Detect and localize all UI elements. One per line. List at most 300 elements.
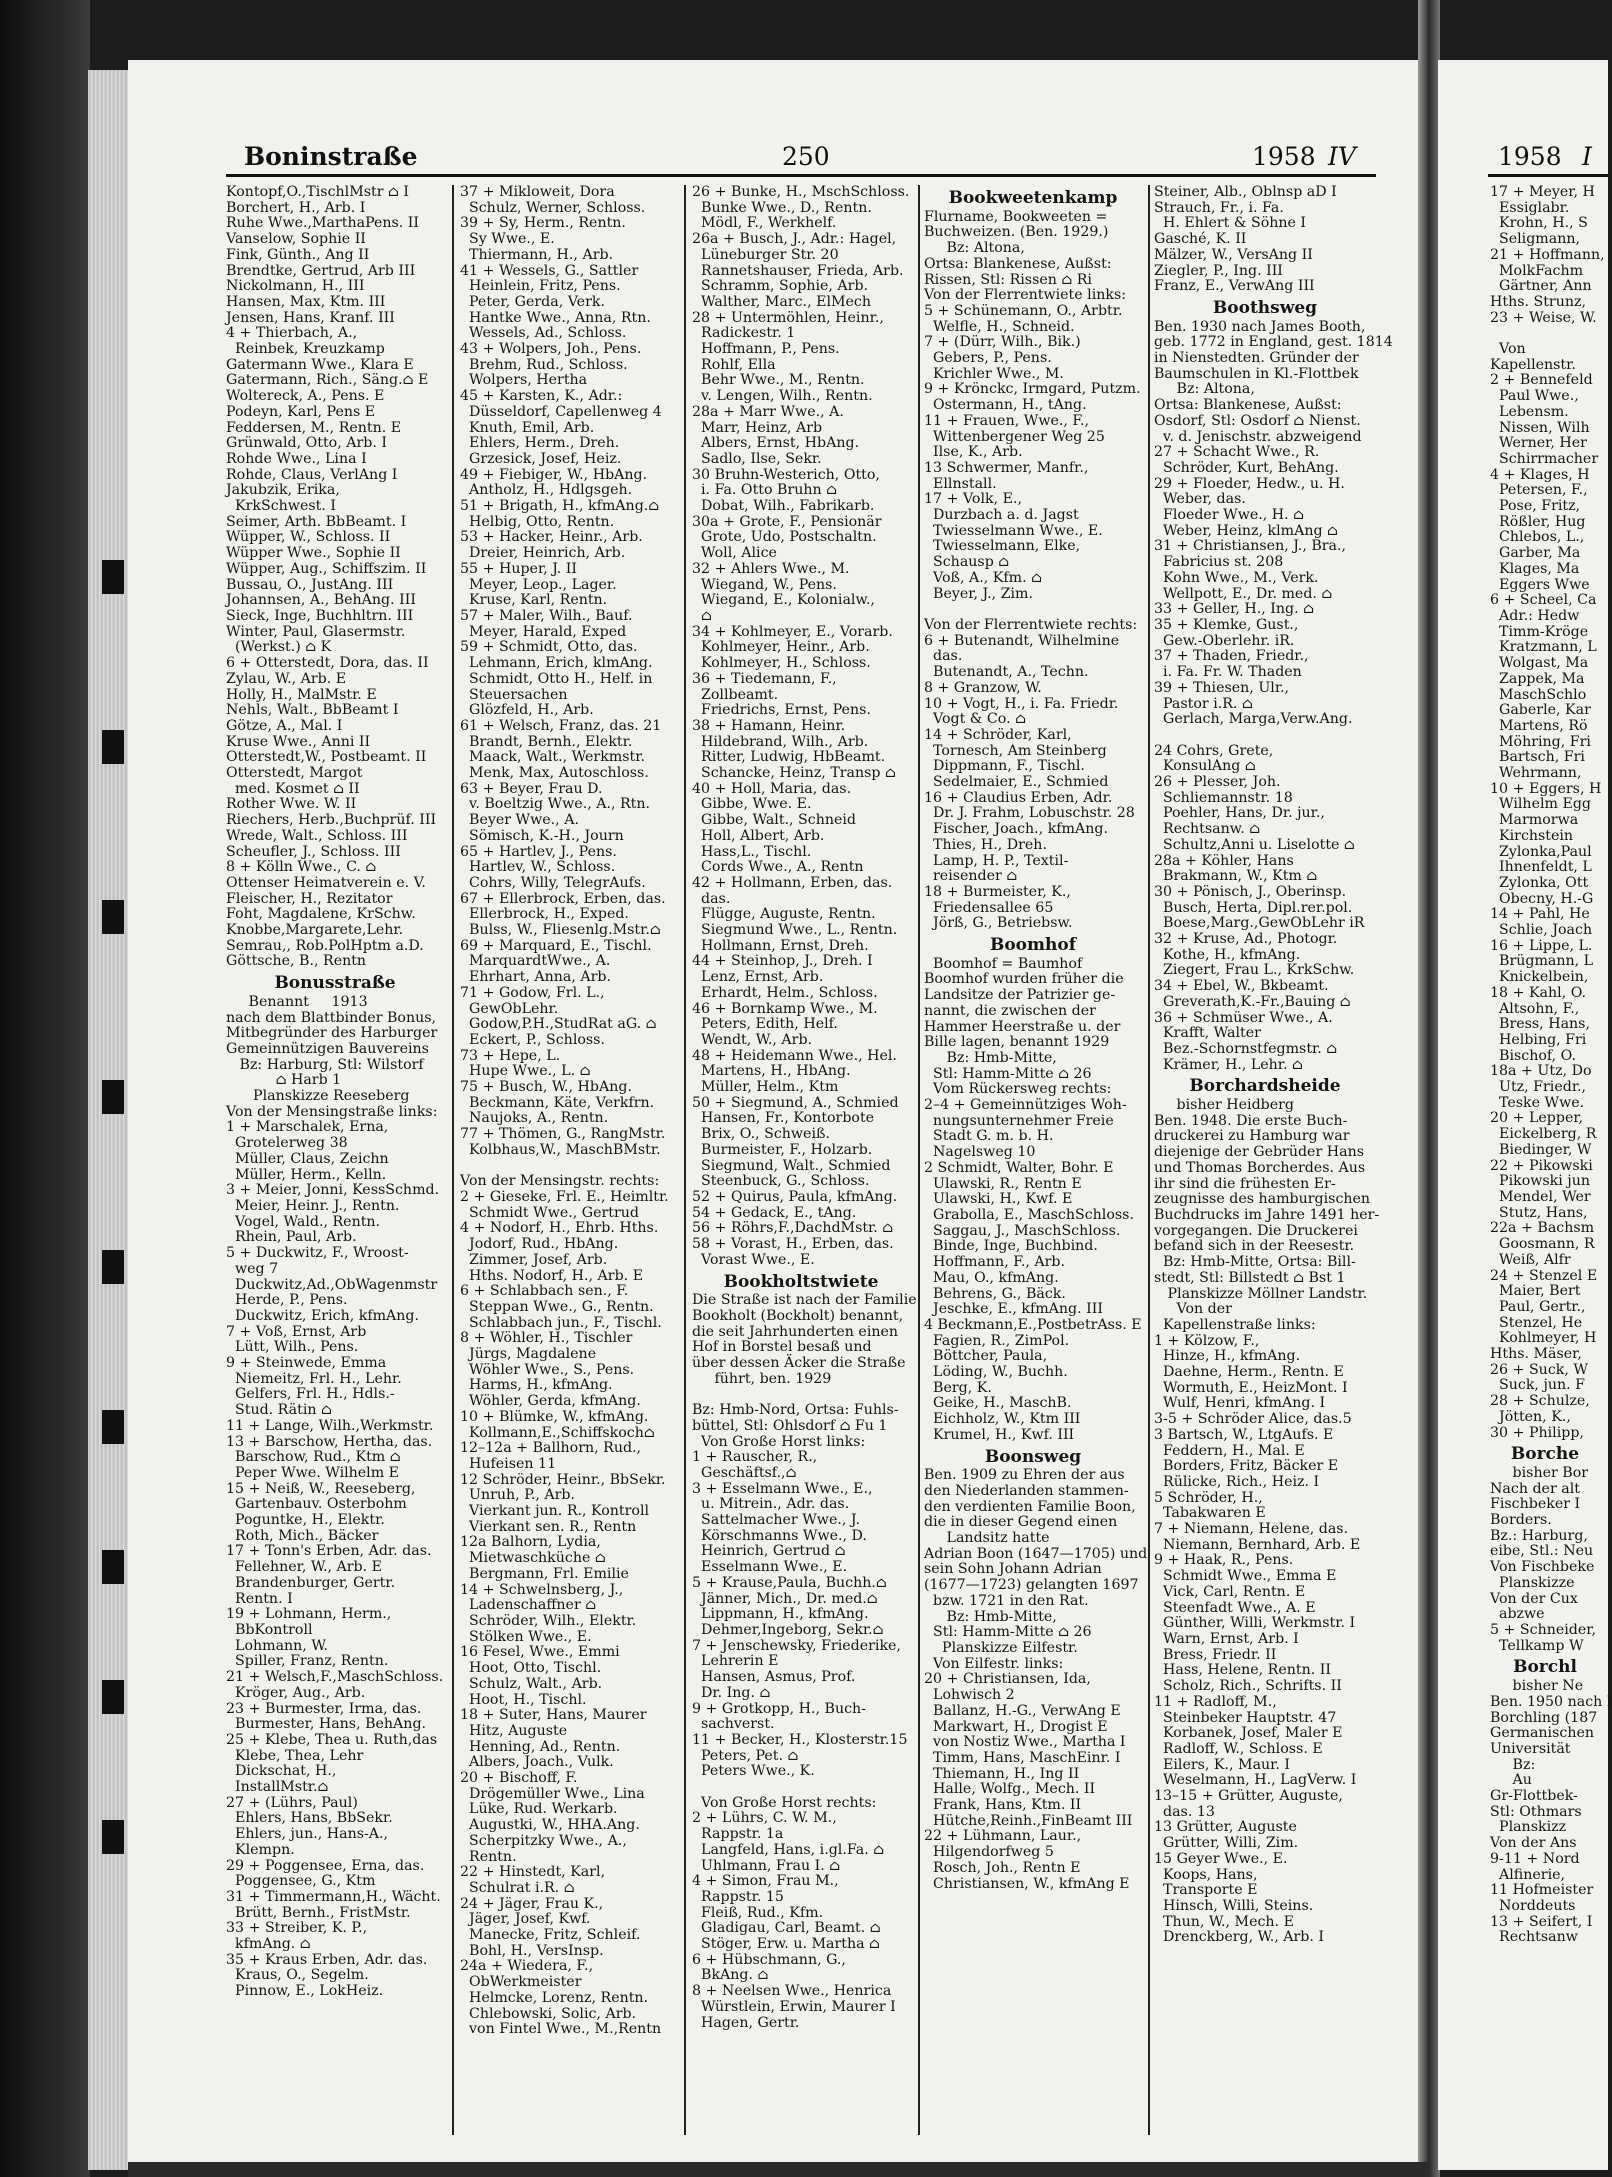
- directory-line: 56 + Röhrs,F.,DachdMstr. ⌂: [692, 1220, 894, 1237]
- directory-line: Jeschke, E., kfmAng. III: [924, 1301, 1103, 1318]
- directory-line: 30 Bruhn-Westerich, Otto,: [692, 466, 880, 483]
- directory-line: Borchert, H., Arb. I: [226, 199, 366, 216]
- directory-line: 10 + Eggers, H: [1490, 780, 1602, 797]
- directory-line: 13 + Barschow, Hertha, das.: [226, 1433, 433, 1450]
- directory-line: Esselmann Wwe., E.: [692, 1559, 848, 1576]
- directory-line: 29 + Poggensee, Erna, das.: [226, 1857, 425, 1874]
- directory-line: 10 + Blümke, W., kfmAng.: [460, 1408, 649, 1425]
- directory-line: Albers, Ernst, HbAng.: [692, 435, 860, 452]
- directory-line: v. Boeltzig Wwe., A., Rtn.: [460, 796, 651, 813]
- directory-line: Wolgast, Ma: [1490, 655, 1589, 672]
- directory-line: 46 + Bornkamp Wwe., M.: [692, 1000, 878, 1017]
- directory-line: Ulawski, R., Rentn E: [924, 1175, 1082, 1192]
- directory-line: Ben. 1950 nach I: [1490, 1693, 1612, 1710]
- directory-line: Würstlein, Erwin, Maurer I: [692, 1998, 896, 2015]
- directory-line: Rosch, Joh., Rentn E: [924, 1859, 1081, 1876]
- directory-line: Bz.: Harburg,: [1490, 1527, 1588, 1544]
- scan-bottom-edge: [128, 2162, 1428, 2177]
- directory-line: InstallMstr.⌂: [226, 1779, 329, 1796]
- directory-line: 3 Bartsch, W., LtgAufs. E: [1154, 1426, 1334, 1443]
- directory-line: [1490, 326, 1600, 342]
- directory-line: Henning, Ad., Rentn.: [460, 1738, 621, 1755]
- directory-line: 18 + Burmeister, K.,: [924, 883, 1071, 900]
- directory-line: Zollbeamt.: [692, 686, 779, 703]
- directory-line: Müller, Helm., Ktm: [692, 1079, 839, 1096]
- directory-line: Grabolla, E., MaschSchloss.: [924, 1207, 1134, 1223]
- directory-line: 26 + Bunke, H., MschSchloss.: [692, 184, 910, 200]
- directory-line: Au: [1490, 1772, 1532, 1789]
- running-head-section: IV: [1328, 142, 1356, 171]
- directory-line: Adrian Boon (1647—1705) und: [924, 1545, 1148, 1562]
- directory-line: 28a + Köhler, Hans: [1154, 852, 1294, 869]
- directory-line: Hof in Borstel besaß und: [692, 1339, 872, 1356]
- column-rule: [1148, 185, 1150, 2135]
- directory-line: Teske Wwe.: [1490, 1094, 1585, 1111]
- directory-line: 69 + Marquard, E., Tischl.: [460, 937, 652, 954]
- directory-line: 4 + Klages, H: [1490, 466, 1590, 483]
- directory-line: v. Lengen, Wilh., Rentn.: [692, 388, 873, 405]
- directory-line: 9 + Krönckc, Irmgard, Putzm.: [924, 381, 1141, 398]
- directory-line: 63 + Beyer, Frau D.: [460, 780, 603, 797]
- directory-line: 31 + Christiansen, J., Bra.,: [1154, 538, 1347, 555]
- column-2: [460, 185, 678, 2038]
- directory-line: Greverath,K.-Fr.,Bauing ⌂: [1154, 993, 1351, 1010]
- directory-line: reisender ⌂: [924, 868, 1018, 885]
- directory-line: Kruse, Karl, Rentn.: [460, 592, 608, 609]
- directory-line: 20 + Christiansen, Ida,: [924, 1671, 1091, 1688]
- directory-line: Dobat, Wilh., Fabrikarb.: [692, 498, 875, 515]
- directory-line: Günther, Willi, Werkmstr. I: [1154, 1615, 1356, 1632]
- directory-line: Binde, Inge, Buchbind.: [924, 1238, 1098, 1255]
- directory-line: Helbig, Otto, Rentn.: [460, 513, 615, 530]
- directory-line: Otterstedt, Margot: [226, 765, 363, 782]
- thumb-index-marks: [96, 260, 136, 1960]
- directory-line: Wöhler, Gerda, kfmAng.: [460, 1393, 641, 1410]
- directory-line: Welfle, H., Schneid.: [924, 318, 1075, 335]
- directory-line: Gärtner, Ann: [1490, 278, 1592, 295]
- directory-line: Rentn. I: [226, 1590, 293, 1607]
- directory-line: Rechtsanw. ⌂: [1154, 821, 1261, 838]
- directory-line: den verdienten Familie Boon,: [924, 1498, 1136, 1515]
- directory-line: Franz, E., VerwAng III: [1154, 278, 1315, 295]
- directory-line: die seit Jahrhunderten einen: [692, 1323, 899, 1340]
- directory-line: Uhlmann, Frau I. ⌂: [692, 1857, 841, 1874]
- directory-line: Vierkant sen. R., Rentn: [460, 1518, 637, 1535]
- directory-line: führt, ben. 1929: [692, 1370, 832, 1387]
- directory-line: 1 + Kölzow, F.,: [1154, 1332, 1260, 1349]
- directory-line: Von der Flerrentwiete rechts:: [924, 616, 1138, 633]
- directory-line: Benannt 1913: [226, 993, 368, 1010]
- directory-line: Nehls, Walt., BbBeamt I: [226, 702, 399, 719]
- directory-line: 10 + Vogt, H., i. Fa. Friedr.: [924, 695, 1119, 712]
- directory-line: Wöhler Wwe., S., Pens.: [460, 1361, 635, 1378]
- directory-line: 33 + Geller, H., Ing. ⌂: [1154, 601, 1314, 618]
- directory-line: Norddeuts: [1490, 1897, 1576, 1914]
- directory-line: Wiegand, E., Kolonialw.,: [692, 592, 875, 609]
- directory-line: 36 + Tiedemann, F.,: [692, 670, 837, 687]
- directory-line: Gemeinnützigen Bauvereins: [226, 1040, 429, 1057]
- directory-line: Ostermann, H., tAng.: [924, 397, 1087, 414]
- street-heading: Borche: [1510, 1444, 1580, 1465]
- directory-line: 40 + Holl, Maria, das.: [692, 780, 852, 797]
- directory-line: Lippmann, H., kfmAng.: [692, 1606, 869, 1623]
- directory-line: Twiesselmann Wwe., E.: [924, 522, 1103, 539]
- directory-line: 24 + Jäger, Frau K.,: [460, 1895, 604, 1912]
- directory-line: 9 + Steinwede, Emma: [226, 1355, 387, 1372]
- directory-line: 11 + Frauen, Wwe., F.,: [924, 412, 1090, 429]
- directory-line: Boese,Marg.,GewObLehr iR: [1154, 915, 1365, 932]
- directory-line: Schulz, Werner, Schloss.: [460, 199, 646, 216]
- directory-line: 13 + Seifert, I: [1490, 1913, 1593, 1930]
- directory-line: Gebers, P., Pens.: [924, 350, 1052, 367]
- directory-line: 2 Schmidt, Walter, Bohr. E: [924, 1159, 1114, 1176]
- street-heading: Bonusstraße: [274, 973, 396, 994]
- directory-line: Boomhof wurden früher die: [924, 971, 1124, 988]
- directory-line: Bille lagen, benannt 1929: [924, 1034, 1110, 1051]
- directory-line: ihr sind die frühesten Er-: [1154, 1175, 1336, 1192]
- directory-line: 14 + Schwelnsberg, J.,: [460, 1581, 624, 1598]
- directory-line: 17 + Volk, E.,: [924, 491, 1022, 508]
- directory-line: Rechtsanw: [1490, 1929, 1578, 1946]
- directory-line: Vanselow, Sophie II: [226, 231, 366, 248]
- directory-line: Rappstr. 15: [692, 1888, 784, 1905]
- directory-line: Krafft, Walter: [1154, 1025, 1261, 1042]
- directory-line: 6 + Hübschmann, G.,: [692, 1951, 846, 1968]
- directory-line: Von Große Horst links:: [692, 1433, 866, 1450]
- directory-line: Bz: Hmb-Mitte,: [924, 1049, 1057, 1066]
- directory-line: Manecke, Fritz, Schleif.: [460, 1927, 641, 1944]
- directory-line: Grzesick, Josef, Heiz.: [460, 450, 622, 467]
- directory-line: Ballanz, H.-G., VerwAng E: [924, 1702, 1121, 1719]
- directory-line: Seligmann,: [1490, 231, 1580, 248]
- directory-line: Ehlers, Herm., Dreh.: [460, 435, 620, 452]
- directory-line: Wulf, Henri, kfmAng. I: [1154, 1395, 1326, 1412]
- directory-line: das. 13: [1154, 1803, 1215, 1820]
- directory-line: Martens, H., HbAng.: [692, 1063, 851, 1080]
- directory-line: 4 + Thierbach, A.,: [226, 325, 358, 342]
- directory-line: Jodorf, Rud., HbAng.: [460, 1236, 619, 1253]
- directory-line: Lamp, H. P., Textil-: [924, 852, 1069, 869]
- column-1: [226, 185, 444, 2000]
- thumb-mark: [102, 1410, 124, 1444]
- directory-line: 27 + Schacht Wwe., R.: [1154, 444, 1320, 461]
- directory-line: Schramm, Sophie, Arb.: [692, 278, 869, 295]
- directory-line: Saggau, J., MaschSchloss.: [924, 1222, 1121, 1239]
- directory-line: Hollmann, Ernst, Dreh.: [692, 937, 869, 954]
- directory-line: Albers, Joach., Vulk.: [460, 1754, 614, 1771]
- directory-line: 11 + Radloff, M.,: [1154, 1693, 1277, 1710]
- directory-line: 2–4 + Gemeinnütziges Woh-: [924, 1097, 1127, 1114]
- directory-line: Martens, Rö: [1490, 717, 1588, 734]
- directory-line: Poguntke, H., Elektr.: [226, 1512, 385, 1529]
- directory-line: Stöger, Erw. u. Martha ⌂: [692, 1936, 880, 1953]
- directory-line: KrkSchwest. I: [226, 498, 336, 515]
- directory-line: 4 + Nodorf, H., Ehrb. Hths.: [460, 1220, 659, 1237]
- directory-line: Marmorwa: [1490, 812, 1579, 829]
- directory-line: 24 + Stenzel E: [1490, 1267, 1598, 1284]
- directory-line: Weiß, Alfr: [1490, 1251, 1571, 1268]
- directory-line: Germanischen: [1490, 1725, 1594, 1742]
- directory-line: [924, 602, 1142, 618]
- directory-line: Vogt & Co. ⌂: [924, 711, 1026, 728]
- running-head-street: Boninstraße: [244, 142, 418, 171]
- directory-line: Kruse Wwe., Anni II: [226, 733, 371, 750]
- directory-line: Geike, H., MaschB.: [924, 1395, 1072, 1412]
- directory-line: i. Fa. Otto Bruhn ⌂: [692, 482, 837, 499]
- thumb-mark: [102, 1080, 124, 1114]
- directory-line: Hupe Wwe., L. ⌂: [460, 1063, 591, 1080]
- directory-line: Stenzel, He: [1490, 1314, 1583, 1331]
- directory-line: 53 + Hacker, Heinr., Arb.: [460, 529, 643, 546]
- directory-line: 3 + Meier, Jonni, KessSchmd.: [226, 1182, 440, 1199]
- directory-line: 67 + Ellerbrock, Erben, das.: [460, 890, 666, 907]
- directory-line: Fleischer, H., Rezitator: [226, 890, 393, 907]
- directory-line: Steiner, Alb., Oblnsp aD I: [1154, 184, 1337, 200]
- directory-line: Gasché, K. II: [1154, 231, 1247, 248]
- directory-line: 9 + Haak, R., Pens.: [1154, 1552, 1294, 1569]
- directory-line: Gibbe, Walt., Schneid: [692, 812, 857, 829]
- directory-line: Lehrerin E: [692, 1653, 779, 1670]
- directory-line: Hilgendorfweg 5: [924, 1844, 1054, 1861]
- directory-line: Brakmann, W., Ktm ⌂: [1154, 868, 1318, 885]
- directory-line: 15 Geyer Wwe., E.: [1154, 1850, 1288, 1867]
- directory-line: Hoffmann, F., Arb.: [924, 1254, 1066, 1271]
- directory-line: Marr, Heinz, Arb: [692, 419, 823, 436]
- directory-line: 18a + Utz, Do: [1490, 1063, 1592, 1080]
- directory-line: Wüpper Wwe., Sophie II: [226, 545, 401, 562]
- directory-line: Gladigau, Carl, Beamt. ⌂: [692, 1920, 881, 1937]
- directory-line: Bookholt (Bockholt) benannt,: [692, 1307, 904, 1324]
- directory-line: Thies, H., Dreh.: [924, 836, 1047, 853]
- directory-line: Rissen, Stl: Rissen ⌂ Ri: [924, 271, 1092, 288]
- directory-line: 5 + Duckwitz, F., Wroost-: [226, 1245, 409, 1262]
- directory-line: 35 + Kraus Erben, Adr. das.: [226, 1951, 428, 1968]
- directory-line: Peper Wwe. Wilhelm E: [226, 1464, 400, 1481]
- directory-line: 17 + Tonn's Erben, Adr. das.: [226, 1543, 432, 1560]
- directory-line: Transporte E: [1154, 1882, 1258, 1899]
- directory-line: Vierkant jun. R., Kontroll: [460, 1503, 650, 1520]
- directory-line: Klempn.: [226, 1841, 295, 1858]
- directory-line: Burmester, Hans, BehAng.: [226, 1716, 427, 1733]
- directory-line: ⌂ Harb 1: [226, 1072, 342, 1089]
- book-shadow: [0, 0, 90, 2177]
- directory-line: geb. 1772 in England, gest. 1814: [1154, 334, 1393, 351]
- directory-line: Ehrhart, Anna, Arb.: [460, 969, 612, 986]
- thumb-mark: [102, 1550, 124, 1584]
- directory-line: Krämer, H., Lehr. ⌂: [1154, 1056, 1303, 1073]
- directory-line: Rhein, Paul, Arb.: [226, 1229, 357, 1246]
- directory-line: Grotelerweg 38: [226, 1135, 348, 1152]
- thumb-mark: [102, 1820, 124, 1854]
- directory-line: 43 + Wolpers, Joh., Pens.: [460, 341, 642, 358]
- directory-line: 5 + Krause,Paula, Buchh.⌂: [692, 1574, 887, 1591]
- directory-line: 21 + Welsch,F.,MaschSchloss.: [226, 1669, 444, 1686]
- directory-line: Mitbegründer des Harburger: [226, 1025, 438, 1042]
- directory-line: Zylonka, Ott: [1490, 874, 1589, 891]
- directory-line: 75 + Busch, W., HbAng.: [460, 1079, 632, 1096]
- directory-line: Pikowski jun: [1490, 1173, 1590, 1190]
- directory-line: Wellpott, E., Dr. med. ⌂: [1154, 585, 1333, 602]
- directory-line: 42 + Hollmann, Erben, das.: [692, 874, 893, 891]
- directory-line: Peters, Pet. ⌂: [692, 1747, 799, 1764]
- directory-line: Wüpper, W., Schloss. II: [226, 529, 391, 546]
- directory-line: Vorast Wwe., E.: [692, 1251, 815, 1268]
- directory-line: Ortsa: Blankenese, Außst:: [924, 255, 1112, 272]
- directory-line: Brendtke, Gertrud, Arb III: [226, 262, 416, 279]
- directory-line: 4 Beckmann,E.,PostbetrAss. E: [924, 1316, 1142, 1333]
- directory-line: Buchweizen. (Ben. 1929.): [924, 224, 1109, 241]
- directory-line: Menk, Max, Autoschloss.: [460, 765, 649, 782]
- directory-line: Planskizze Reeseberg: [226, 1088, 410, 1105]
- directory-line: 21 + Hoffmann,: [1490, 246, 1605, 263]
- directory-line: Sattelmacher Wwe., J.: [692, 1512, 860, 1529]
- directory-line: und Thomas Borcherdes. Aus: [1154, 1159, 1366, 1176]
- directory-line: 11 + Lange, Wilh.,Werkmstr.: [226, 1417, 434, 1434]
- directory-line: Thiermann, H., Arb.: [460, 246, 614, 263]
- directory-line: Adr.: Hedw: [1490, 607, 1580, 624]
- directory-line: Holl, Albert, Arb.: [692, 827, 825, 844]
- directory-line: Von der Cux: [1490, 1590, 1578, 1607]
- directory-line: kfmAng. ⌂: [226, 1936, 311, 1953]
- directory-line: Brügmann, L: [1490, 953, 1594, 970]
- directory-line: Suck, jun. F: [1490, 1377, 1585, 1394]
- directory-line: Scherpitzky Wwe., A.,: [460, 1832, 627, 1849]
- directory-line: Peters Wwe., K.: [692, 1763, 815, 1780]
- directory-line: Naujoks, A., Rentn.: [460, 1110, 609, 1127]
- directory-line: Brütt, Bernh., FristMstr.: [226, 1904, 411, 1921]
- directory-line: Borders.: [1490, 1512, 1552, 1529]
- thumb-mark: [102, 900, 124, 934]
- directory-line: Von der Mensingstraße links:: [226, 1103, 438, 1120]
- thumb-mark: [102, 730, 124, 764]
- directory-line: Obecny, H.-G: [1490, 890, 1594, 907]
- directory-line: 5 + Schünemann, O., Arbtr.: [924, 302, 1123, 319]
- directory-line: Klebe, Thea, Lehr: [226, 1747, 364, 1764]
- directory-line: 6 + Scheel, Ca: [1490, 592, 1597, 609]
- directory-line: 22 + Pikowski: [1490, 1157, 1593, 1174]
- directory-line: Weber, Heinz, klmAng ⌂: [1154, 522, 1338, 539]
- directory-line: 1 + Rauscher, R.,: [692, 1449, 818, 1466]
- directory-line: Ellerbrock, H., Exped.: [460, 906, 629, 923]
- directory-line: Mendel, Wer: [1490, 1189, 1591, 1205]
- directory-line: Von der Flerrentwiete links:: [924, 287, 1127, 304]
- directory-line: Ruhe Wwe.,MarthaPens. II: [226, 215, 420, 232]
- directory-line: sachverst.: [692, 1716, 775, 1733]
- directory-line: Voß, A., Kfm. ⌂: [924, 569, 1042, 586]
- street-heading: Borchardsheide: [1189, 1076, 1341, 1097]
- directory-line: Siegmund, Walt., Schmied: [692, 1157, 891, 1174]
- directory-line: u. Mitrein., Adr. das.: [692, 1496, 850, 1513]
- directory-line: 20 + Bischoff, F.: [460, 1770, 578, 1787]
- directory-line: i. Fa. Fr. W. Thaden: [1154, 664, 1302, 681]
- directory-line: Von der: [1154, 1301, 1232, 1318]
- directory-line: Helmcke, Lorenz, Rentn.: [460, 1989, 649, 2006]
- directory-line: Drögemüller Wwe., Lina: [460, 1785, 645, 1802]
- directory-line: Tornesch, Am Steinberg: [924, 742, 1107, 759]
- column-3: [692, 184, 917, 2031]
- directory-line: 59 + Schmidt, Otto, das.: [460, 639, 638, 656]
- directory-line: Warn, Ernst, Arb. I: [1154, 1630, 1299, 1647]
- directory-line: Sieck, Inge, Buchhltrn. III: [226, 607, 414, 624]
- directory-line: Schirrmacher: [1490, 450, 1599, 467]
- directory-line: Kohlmeyer, H: [1490, 1330, 1597, 1347]
- directory-line: Böttcher, Paula,: [924, 1348, 1048, 1365]
- directory-line: Cords Wwe., A., Rentn: [692, 859, 864, 876]
- directory-line: Rother Wwe. W. II: [226, 796, 357, 813]
- directory-line: Dehmer,Ingeborg, Sekr.⌂: [692, 1621, 884, 1638]
- directory-line: Ladenschaffner ⌂: [460, 1597, 597, 1614]
- directory-line: 37 + Thaden, Friedr.,: [1154, 648, 1309, 665]
- directory-line: nach dem Blattbinder Bonus,: [226, 1009, 437, 1026]
- directory-line: Beyer Wwe., A.: [460, 812, 579, 829]
- directory-line: Lenz, Ernst, Arb.: [692, 969, 824, 986]
- directory-line: Hass,L., Tischl.: [692, 843, 812, 860]
- directory-line: Jäger, Josef, Kwf.: [460, 1911, 591, 1928]
- directory-line: 28 + Schulze,: [1490, 1393, 1590, 1410]
- directory-line: Stl: Hamm-Mitte ⌂ 26: [924, 1065, 1092, 1082]
- directory-line: Twiesselmann, Elke,: [924, 538, 1081, 555]
- directory-line: 49 + Fiebiger, W., HbAng.: [460, 466, 648, 483]
- directory-line: Maier, Bert: [1490, 1283, 1581, 1300]
- directory-line: Timm-Kröge: [1490, 623, 1589, 640]
- directory-line: Berg, K.: [924, 1379, 992, 1396]
- directory-line: Grote, Udo, Postschaltn.: [692, 529, 877, 546]
- directory-line: 16 + Claudius Erben, Adr.: [924, 789, 1113, 806]
- directory-line: Zimmer, Josef, Arb.: [460, 1251, 608, 1268]
- directory-line: Nissen, Wilh: [1490, 419, 1590, 436]
- directory-line: Schliemannstr. 18: [1154, 789, 1293, 806]
- directory-line: Lütt, Wilh., Pens.: [226, 1339, 359, 1356]
- directory-line: Dreier, Heinrich, Arb.: [460, 545, 626, 562]
- directory-line: Von Fischbeke: [1490, 1559, 1595, 1576]
- directory-line: Radloff, W., Schloss. E: [1154, 1740, 1323, 1757]
- directory-line: Poehler, Hans, Dr. jur.,: [1154, 805, 1325, 822]
- directory-line: Nagelsweg 10: [924, 1144, 1036, 1161]
- directory-line: Planskizze Möllner Landstr.: [1154, 1285, 1368, 1302]
- directory-line: H. Ehlert & Söhne I: [1154, 215, 1307, 232]
- directory-line: 12–12a + Ballhorn, Rud.,: [460, 1440, 642, 1457]
- directory-line: Hammer Heerstraße u. der: [924, 1018, 1121, 1035]
- directory-line: Vick, Carl, Rentn. E: [1154, 1583, 1306, 1600]
- directory-line: 48 + Heidemann Wwe., Hel.: [692, 1047, 897, 1064]
- directory-line: Meier, Heinr. J., Rentn.: [226, 1198, 400, 1214]
- directory-line: v. d. Jenischstr. abzweigend: [1154, 428, 1362, 445]
- directory-line: Möhring, Fri: [1490, 733, 1591, 750]
- directory-line: Hufeisen 11: [460, 1455, 557, 1472]
- right-header-rule: [1488, 174, 1608, 177]
- directory-line: 28 + Untermöhlen, Heinr.,: [692, 309, 884, 326]
- directory-line: 6 + Schlabbach sen., F.: [460, 1283, 629, 1300]
- directory-line: Halle, Wolfg., Mech. II: [924, 1781, 1096, 1798]
- directory-line: Ziegert, Frau L., KrkSchw.: [1154, 962, 1355, 979]
- directory-line: von Nostiz Wwe., Martha I: [924, 1734, 1126, 1751]
- directory-line: weg 7: [226, 1260, 279, 1277]
- directory-line: Korbanek, Josef, Maler E: [1154, 1725, 1343, 1742]
- directory-line: Von der Mensingstr. rechts:: [460, 1173, 660, 1190]
- directory-line: Boomhof = Baumhof: [924, 955, 1083, 972]
- directory-line: Duckwitz,Ad.,ObWagenmstr: [226, 1276, 438, 1293]
- directory-line: Langfeld, Hans, i.gl.Fa. ⌂: [692, 1841, 885, 1858]
- directory-line: Hass, Helene, Rentn. II: [1154, 1662, 1331, 1679]
- directory-line: Wiegand, W., Pens.: [692, 576, 837, 593]
- directory-line: Rannetshauser, Frieda, Arb.: [692, 262, 904, 279]
- directory-line: 8 + Neelsen Wwe., Henrica: [692, 1983, 892, 2000]
- directory-line: 39 + Sy, Herm., Rentn.: [460, 215, 626, 232]
- directory-line: Löding, W., Buchh.: [924, 1364, 1068, 1381]
- directory-line: Beckmann, Käte, Verkfrn.: [460, 1094, 655, 1111]
- directory-line: in Nienstedten. Gründer der: [1154, 350, 1359, 367]
- directory-line: Gibbe, Wwe. E.: [692, 796, 812, 813]
